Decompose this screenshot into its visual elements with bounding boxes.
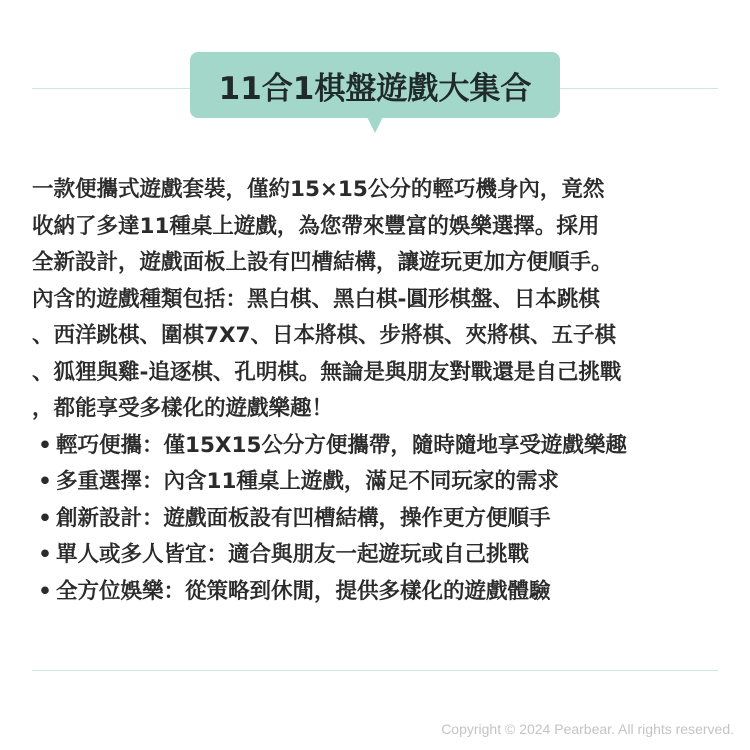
page-title: 11合1棋盤遊戲大集合	[218, 70, 532, 107]
intro-line: 全新設計，遊戲面板上設有凹槽結構，讓遊玩更加方便順手。	[32, 250, 613, 275]
feature-text: 單人或多人皆宜：適合與朋友一起遊玩或自己挑戰	[56, 542, 530, 567]
feature-text: 創新設計：遊戲面板設有凹槽結構，操作更方便順手	[56, 505, 551, 531]
intro-line: 收納了多達11種桌上遊戲，為您帶來豐富的娛樂選擇。採用	[32, 213, 600, 239]
feature-list	[32, 428, 722, 611]
feature-text: 多重選擇：內含11種桌上遊戲，滿足不同玩家的需求	[56, 469, 559, 494]
bullet-icon: •	[38, 469, 52, 494]
bullet-icon: •	[38, 432, 52, 458]
description-block	[32, 172, 722, 610]
intro-line: 、西洋跳棋、圍棋7X7、日本將棋、步將棋、夾將棋、五子棋	[32, 323, 616, 348]
feature-item	[32, 574, 722, 611]
feature-item	[32, 428, 722, 465]
intro-line: 一款便攜式遊戲套裝，僅約15×15公分的輕巧機身內，竟然	[32, 177, 605, 202]
intro-line: 、狐狸與雞-追逐棋、孔明棋。無論是與朋友對戰還是自己挑戰	[32, 359, 622, 385]
bottom-divider	[32, 670, 718, 671]
copyright-notice: Copyright © 2024 Pearbear. All rights reserved.	[441, 721, 734, 737]
bullet-icon: •	[38, 578, 52, 604]
intro-line: 內含的遊戲種類包括：黑白棋、黑白棋-圓形棋盤、日本跳棋	[32, 286, 600, 312]
feature-text: 全方位娛樂：從策略到休閒，提供多樣化的遊戲體驗	[56, 578, 551, 604]
feature-item	[32, 537, 722, 574]
title-banner	[190, 52, 560, 118]
bullet-icon: •	[38, 542, 52, 567]
feature-item	[32, 464, 722, 501]
feature-item	[32, 501, 722, 538]
feature-text: 輕巧便攜：僅15X15公分方便攜帶，隨時隨地享受遊戲樂趣	[56, 432, 627, 458]
intro-line: ，都能享受多樣化的遊戲樂趣！	[32, 396, 334, 421]
title-pointer-icon	[367, 117, 383, 133]
bullet-icon: •	[38, 505, 52, 531]
